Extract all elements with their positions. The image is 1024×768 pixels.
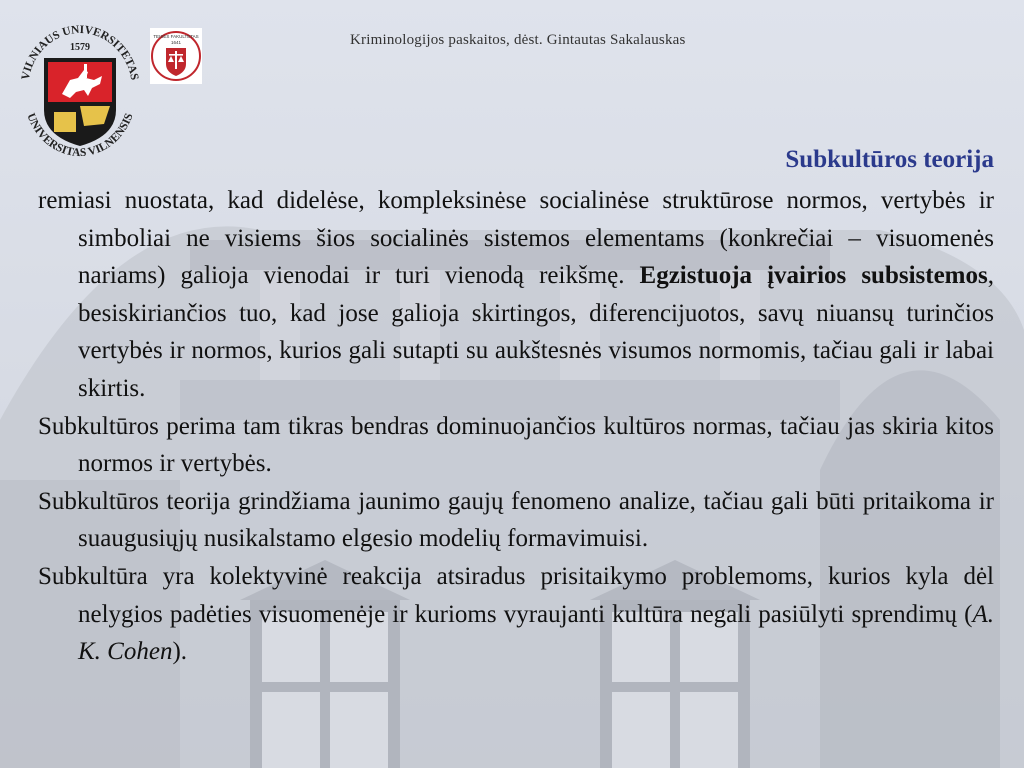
paragraph xyxy=(38,182,994,408)
paragraph-text: , besiskiriančios tuo, kad jose galioja skirtingos, diferencijuotos, savų niuansų turinčios vertybės ir normos, kurios gali sutapti su aukštesnės visumos normomis, tačiau gali ir labai skirtis. xyxy=(78,262,994,402)
svg-text:VILNIAUS UNIVERSITETAS: VILNIAUS UNIVERSITETAS xyxy=(19,23,141,82)
paragraph-emphasis: Egzistuoja įvairios subsistemos xyxy=(639,262,988,290)
svg-text:1641: 1641 xyxy=(170,40,182,45)
paragraph-text: ). xyxy=(172,638,188,666)
paragraph-text: Subkultūra yra kolektyvinė reakcija atsiradus prisitaikymo problemoms, kurios kyla dėl nelygios padėties visuomenėje ir kurioms vyraujanti kultūra negali pasiūlyti sprendimų ( xyxy=(38,562,994,628)
vilnius-university-logo xyxy=(14,14,146,164)
paragraph: Subkultūros perima tam tikras bendras dominuojančios kultūros normas, tačiau jas skiria kitos normos ir vertybės. xyxy=(38,412,994,478)
course-title: Kriminologijos paskaitos, dėst. Gintautas Sakalauskas xyxy=(350,32,686,48)
law-faculty-logo xyxy=(150,28,202,84)
paragraph xyxy=(38,558,994,671)
citation-author: A. K. Cohen xyxy=(78,600,994,666)
svg-text:1579: 1579 xyxy=(70,42,90,53)
paragraph-text: remiasi nuostata, kad didelėse, kompleksinėse socialinėse struktūrose normos, vertybės ir simboliai ne visiems šios socialinės sistemos elementams (konkrečiai – visuomenės nariams) galioja vienodai ir turi vienodą reikšmę. xyxy=(38,187,994,290)
svg-text:UNIVERSITAS VILNENSIS: UNIVERSITAS VILNENSIS xyxy=(24,111,136,160)
slide-body xyxy=(38,182,994,671)
slide-title: Subkultūros teorija xyxy=(785,146,994,173)
svg-text:TEISĖS FAKULTETAS: TEISĖS FAKULTETAS xyxy=(153,34,199,39)
paragraph: Subkultūros teorija grindžiama jaunimo gaujų fenomeno analize, tačiau gali būti pritaikoma ir suaugusiųjų nusikalstamo elgesio modelių formavimuisi. xyxy=(38,487,994,553)
